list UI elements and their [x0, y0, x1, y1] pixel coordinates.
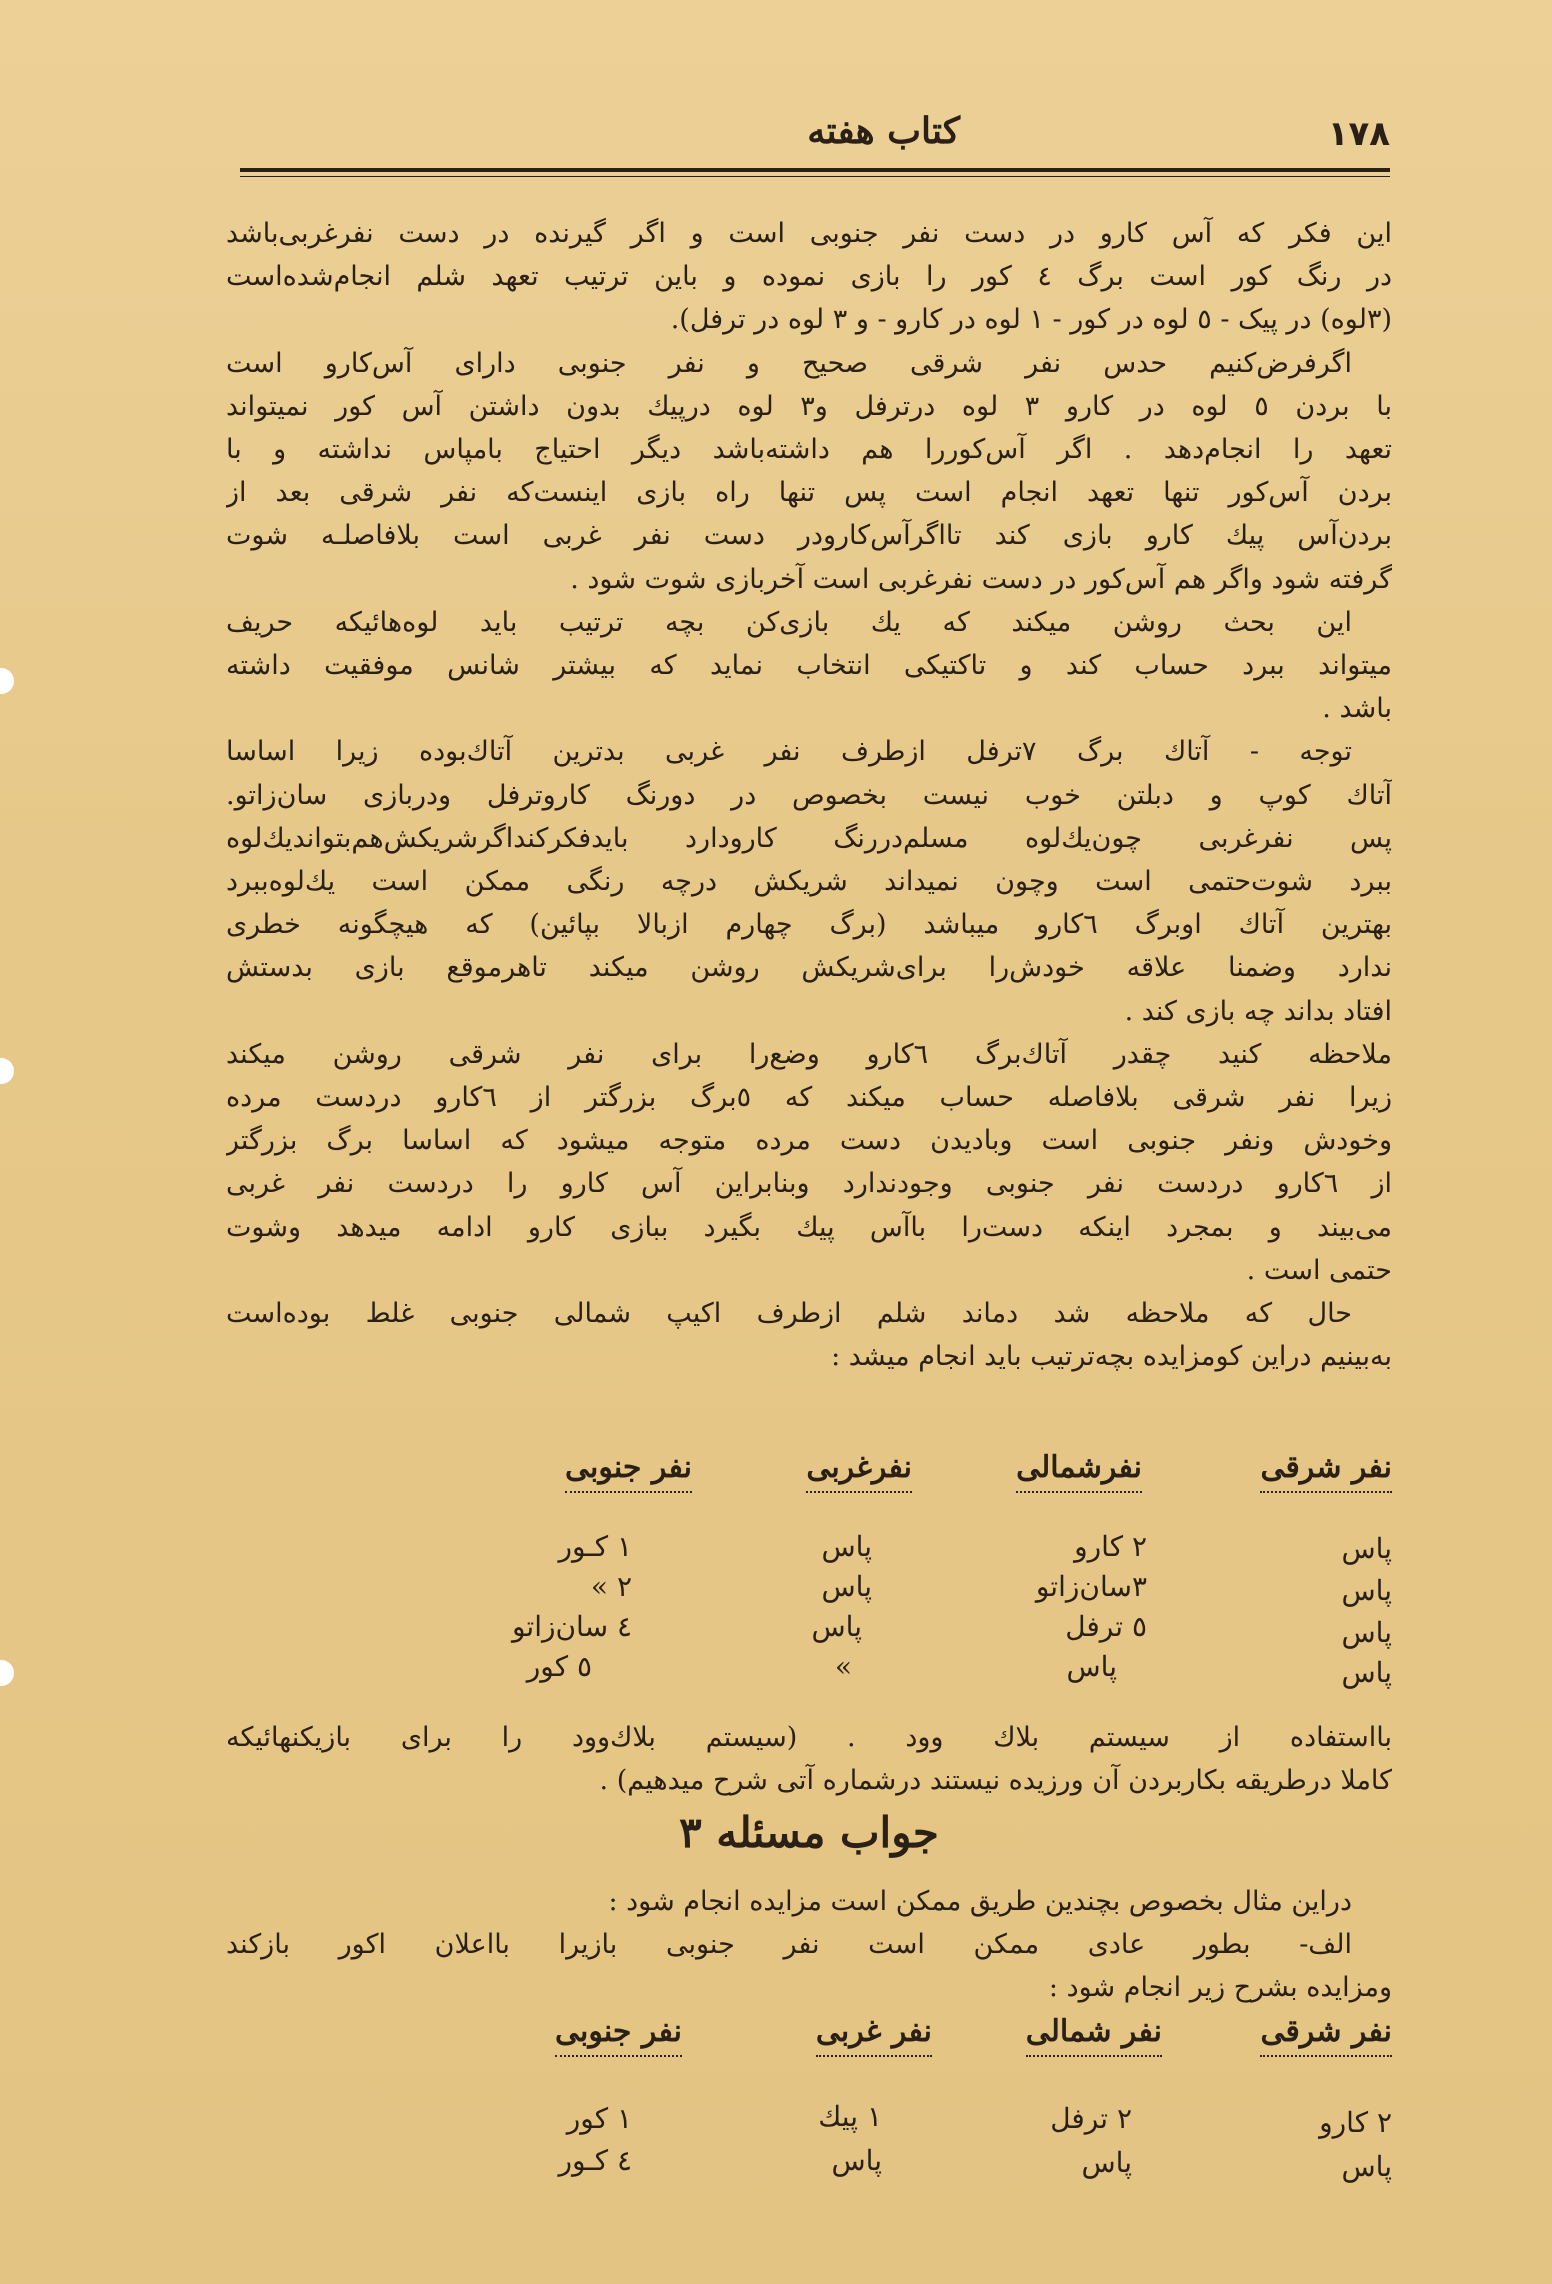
column-header-west: نفر غربی — [816, 2014, 932, 2049]
header-rule-thin — [240, 176, 1390, 177]
text-line: حال که ملاحظه شد دماند شلم ازطرف اکیپ شمالی جنوبی غلط بوده‌است — [226, 1298, 1352, 1330]
text-line: این بحث روشن میکند که یك بازی‌کن بچه ترتیب باید لوه‌هائیکه حریف — [226, 606, 1352, 638]
text-line: وخودش ونفر جنوبی است وبادیدن دست مرده متوجه میشود که اساسا برگ بزرگتر — [226, 1125, 1392, 1157]
text-line: ببرد شوت‌حتمی است وچون نمیداند شریکش درچه رنگی ممکن است یك‌لوه‌ببرد — [226, 866, 1392, 898]
text-line: کاملا درطریقه بکاربردن آن ورزیده نیستند درشماره آتی شرح میدهیم) . — [599, 1765, 1392, 1797]
bid-cell: پاس — [1066, 1650, 1117, 1683]
bid-cell: ۳سان‌زاتو — [1035, 1570, 1147, 1603]
column-header-south: نفر جنوبی — [555, 2014, 682, 2049]
text-line: حتمی است . — [1246, 1254, 1392, 1286]
bid-cell: ٥ ترفل — [1065, 1610, 1147, 1643]
text-line: دراین مثال بخصوص بچندین طریق ممکن است مزایده انجام شود : — [608, 1886, 1352, 1917]
bid-cell: پاس — [1341, 1574, 1392, 1607]
section-body — [226, 1880, 1392, 2009]
bid-cell: پاس — [821, 1530, 872, 1563]
after-table-text — [226, 1716, 1392, 1802]
text-line: ملاحظه کنید چقدر آتاك‌برگ ٦کارو وضع‌را برای نفر شرقی روشن میکند — [226, 1038, 1392, 1070]
text-line: به‌بینیم دراین کومزایده بچه‌ترتیب باید انجام میشد : — [831, 1341, 1392, 1373]
bid-cell: ٤ کـور — [558, 2144, 632, 2177]
text-line: میتواند ببرد حساب کند و تاکتیکی انتخاب نماید که بیشتر شانس موفقیت داشته — [226, 650, 1392, 682]
column-header-east: نفر شرقی — [1260, 1450, 1392, 1485]
bidding-table-1 — [226, 1450, 1392, 1740]
article-body — [226, 212, 1392, 1378]
text-line: تعهد را انجام‌دهد . اگر آس‌کوررا هم داشته‌باشد دیگر احتیاج بامپاس نداشته و با — [226, 434, 1392, 466]
bid-cell: پاس — [1341, 2150, 1392, 2183]
text-line: این فکر که آس کارو در دست نفر جنوبی است و اگر گیرنده در دست نفرغربی‌باشد — [226, 218, 1392, 249]
bid-cell: ٥ کور — [526, 1650, 592, 1683]
text-line: گرفته شود واگر هم آس‌کور در دست نفرغربی است آخربازی شوت شود . — [570, 563, 1392, 595]
text-line: بردن آس‌کور تنها تعهد انجام است پس تنها راه بازی اینست‌که نفر شرقی بعد از — [226, 477, 1392, 509]
bid-cell: پاس — [1341, 1656, 1392, 1689]
bid-cell: » — [834, 1650, 852, 1683]
section-title: جواب مسئله ۳ — [679, 1808, 939, 1857]
bid-cell: پاس — [1341, 1532, 1392, 1565]
bidding-table-2 — [226, 2014, 1392, 2194]
text-line: افتاد بداند چه بازی کند . — [1124, 995, 1392, 1027]
bid-cell: ٤ سان‌زاتو — [511, 1610, 632, 1643]
bid-cell: پاس — [811, 1610, 862, 1643]
bid-cell: پاس — [831, 2144, 882, 2177]
text-line: بردن‌آس پیك کارو بازی کند تااگرآس‌کارودر دست نفر غربی است بلافاصلـه شوت — [226, 520, 1392, 552]
punch-hole — [0, 1660, 14, 1686]
bid-cell: ۲ ترفل — [1050, 2102, 1132, 2135]
page-header — [240, 108, 1390, 158]
punch-hole — [0, 668, 14, 694]
bid-cell: پاس — [1341, 1616, 1392, 1649]
page-number: ۱۷۸ — [1327, 114, 1390, 154]
column-header-south: نفر جنوبی — [565, 1450, 692, 1485]
text-line: می‌بیند و بمجرد اینکه دست‌را باآس پیك بگیرد ببازی کارو ادامه میدهد وشوت — [226, 1211, 1392, 1243]
header-rule-thick — [240, 168, 1390, 172]
text-line: توجه - آتاك برگ ۷ترفل ازطرف نفر غربی بدترین آتاك‌بوده زیرا اساسا — [226, 736, 1352, 768]
text-line: باشد . — [1322, 693, 1392, 725]
text-line: با بردن ٥ لوه در کارو ۳ لوه درترفل و۳ لوه درپیك بدون داشتن آس کور نمیتواند — [226, 390, 1392, 422]
bid-cell: ۱ پیك — [818, 2100, 882, 2133]
bid-cell: پاس — [821, 1570, 872, 1603]
text-line: آتاك کوپ و دبلتن خوب نیست بخصوص در دورنگ کاروترفل ودربازی سان‌زاتو. — [226, 779, 1392, 811]
text-line: ندارد وضمنا علاقه خودش‌را برای‌شریکش روشن میکند تاهرموقع بازی بدستش — [226, 952, 1392, 984]
bid-cell: ۱ کـور — [558, 1530, 632, 1563]
text-line: زیرا نفر شرقی بلافاصله حساب میکند که ٥برگ بزرگتر از ٦کارو دردست مرده — [226, 1082, 1392, 1114]
text-line: بهترین آتاك اوبرگ ٦کارو میباشد (برگ چهارم ازبالا بپائین) که هیچگونه خطری — [226, 909, 1392, 941]
bid-cell: پاس — [1081, 2146, 1132, 2179]
text-line: الف- بطور عادی ممکن است نفر جنوبی بازیرا بااعلان اکور بازکند — [226, 1929, 1352, 1960]
punch-hole — [0, 1058, 14, 1084]
text-line: در رنگ کور است برگ ٤ کور را بازی نموده و باین ترتیب تعهد شلم انجام‌شده‌است — [226, 261, 1392, 293]
text-line: بااستفاده از سیستم بلاك وود . (سیستم بلاك‌وود را برای بازیکنهائیکه — [226, 1722, 1392, 1753]
text-line: از ٦کارو دردست نفر جنوبی وجودندارد وبنابراین آس کارو را دردست نفر غربی — [226, 1168, 1392, 1200]
column-header-north: نفرشمالی — [1016, 1450, 1142, 1485]
text-line: ومزایده بشرح زیر انجام شود : — [1048, 1972, 1392, 2003]
text-line: پس نفرغربی چون‌یك‌لوه مسلم‌دررنگ کارودارد بایدفکرکنداگرشریکش‌هم‌بتواندیك‌لوه — [226, 822, 1392, 854]
text-line: (۳لوه) در پیک - ٥ لوه در کور - ۱ لوه در کارو - و ۳ لوه در ترفل). — [670, 304, 1392, 336]
column-header-west: نفرغربی — [806, 1450, 912, 1485]
text-line: اگرفرض‌کنیم حدس نفر شرقی صحیح و نفر جنوبی دارای آس‌کارو است — [226, 347, 1352, 379]
book-title: کتاب هفته — [807, 110, 960, 152]
bid-cell: ۲ » — [590, 1570, 632, 1603]
bid-cell: ۲ کارو — [1074, 1530, 1147, 1563]
bid-cell: ۱ کور — [566, 2102, 632, 2135]
bid-cell: ۲ کارو — [1319, 2106, 1392, 2139]
column-header-north: نفر شمالی — [1026, 2014, 1162, 2049]
column-header-east: نفر شرقی — [1260, 2014, 1392, 2049]
